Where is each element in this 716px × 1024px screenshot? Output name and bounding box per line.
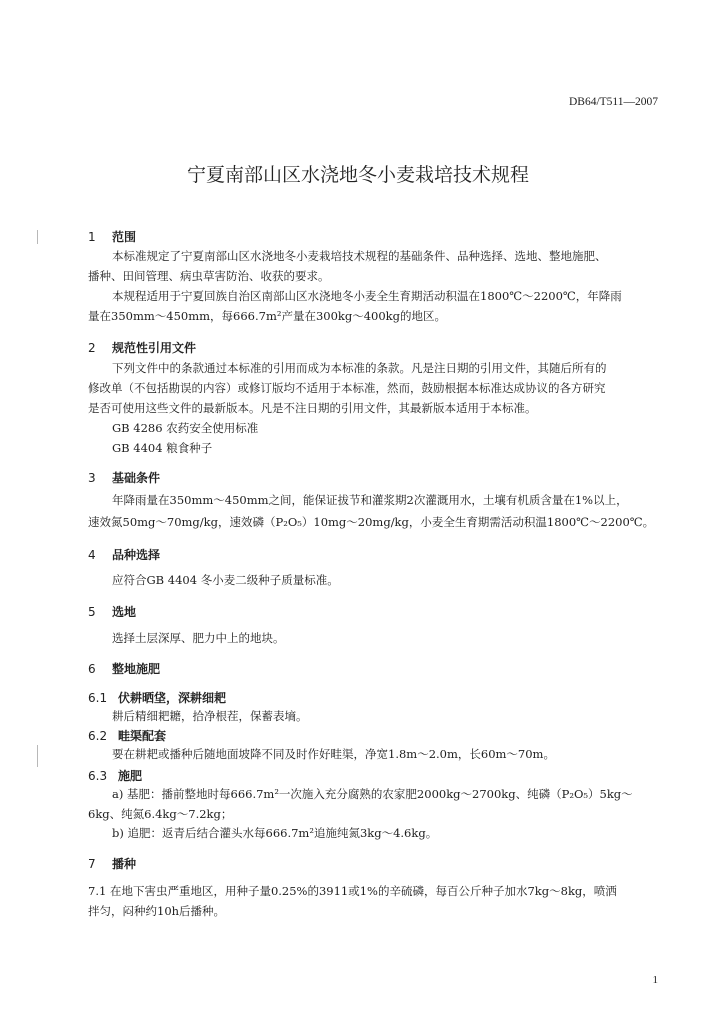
subsection-number: 6.1 — [88, 691, 108, 705]
list-item: b) 追肥：返青后结合灌头水每666.7m²追施纯氮3kg～4.6kg。 — [112, 826, 438, 840]
paragraph-line: 下列文件中的条款通过本标准的引用而成为本标准的条款。凡是注日期的引用文件，其随后所有的 — [112, 361, 607, 375]
section-heading-2 — [88, 339, 196, 356]
paragraph-line: 应符合GB 4404 冬小麦二级种子质量标准。 — [112, 573, 339, 587]
subsection-heading-6-2 — [88, 727, 166, 744]
section-number: 6 — [88, 662, 96, 676]
section-number: 7 — [88, 857, 96, 871]
page-number: 1 — [652, 974, 658, 986]
paragraph-line: 选择土层深厚、肥力中上的地块。 — [112, 631, 285, 645]
section-title: 范围 — [112, 230, 137, 244]
section-title: 基础条件 — [112, 471, 161, 485]
paragraph-line: 本标准规定了宁夏南部山区水浇地冬小麦栽培技术规程的基础条件、品种选择、选地、整地施肥、 — [112, 249, 607, 263]
subsection-heading-6-3 — [88, 767, 142, 784]
section-number: 5 — [88, 605, 96, 619]
paragraph-line: 拌匀，闷种约10h后播种。 — [88, 904, 226, 918]
subsection-number: 6.2 — [88, 729, 108, 743]
section-number: 2 — [88, 341, 96, 355]
paragraph-line: 年降雨量在350mm～450mm之间，能保证拔节和灌浆期2次灌溉用水，土壤有机质含量在1%以上， — [112, 493, 628, 507]
paragraph-line: 播种、田间管理、病虫草害防治、收获的要求。 — [88, 269, 330, 283]
section-title: 品种选择 — [112, 548, 161, 562]
scan-mark — [37, 230, 38, 244]
paragraph-line: 量在350mm～450mm，每666.7m²产量在300kg～400kg的地区。 — [88, 309, 447, 323]
paragraph-line: 6kg、纯氮6.4kg～7.2kg； — [88, 807, 233, 821]
scan-mark — [37, 745, 38, 767]
subsection-title: 畦渠配套 — [118, 729, 167, 743]
section-heading-6 — [88, 660, 160, 677]
subsection-title: 伏耕晒垡，深耕细耙 — [118, 691, 227, 705]
paragraph-line: 是否可使用这些文件的最新版本。凡是不注日期的引用文件，其最新版本适用于本标准。 — [88, 401, 537, 415]
paragraph-line: 修改单（不包括勘误的内容）或修订版均不适用于本标准，然而，鼓励根据本标准达成协议的各方研究 — [88, 381, 606, 395]
paragraph-line: 速效氮50mg～70mg/kg，速效磷（P₂O₅）10mg～20mg/kg，小麦全生育期需活动积温1800℃～2200℃。 — [88, 515, 655, 529]
paragraph-line: 7.1 在地下害虫严重地区，用种子量0.25%的3911或1%的辛硫磷，每百公斤种子加水7kg～8kg，喷洒 — [88, 884, 617, 898]
document-number: DB64/T511—2007 — [568, 96, 658, 108]
section-heading-5 — [88, 603, 136, 620]
section-title: 播种 — [112, 857, 137, 871]
paragraph-line: 要在耕耙或播种后随地面坡降不同及时作好畦渠，净宽1.8m～2.0m，长60m～70m。 — [112, 747, 555, 761]
reference-item: GB 4286 农药安全使用标准 — [112, 421, 259, 435]
subsection-title: 施肥 — [118, 769, 143, 783]
subsection-heading-6-1 — [88, 689, 226, 706]
section-heading-4 — [88, 546, 160, 563]
list-item: a) 基肥：播前整地时每666.7m²一次施入充分腐熟的农家肥2000kg～2700kg、纯磷（P₂O₅）5kg～ — [112, 787, 633, 801]
section-heading-1 — [88, 228, 136, 245]
section-heading-3 — [88, 469, 160, 486]
subsection-number: 6.3 — [88, 769, 108, 783]
section-title: 选地 — [112, 605, 137, 619]
section-number: 4 — [88, 548, 96, 562]
section-title: 规范性引用文件 — [112, 341, 197, 355]
paragraph-line: 耕后精细耙耱，拾净根茬，保蓄表墒。 — [112, 709, 308, 723]
section-title: 整地施肥 — [112, 662, 161, 676]
section-heading-7 — [88, 855, 136, 872]
page-title: 宁夏南部山区水浇地冬小麦栽培技术规程 — [186, 164, 529, 186]
section-number: 3 — [88, 471, 96, 485]
reference-item: GB 4404 粮食种子 — [112, 441, 213, 455]
section-number: 1 — [88, 230, 96, 244]
paragraph-line: 本规程适用于宁夏回族自治区南部山区水浇地冬小麦全生育期活动积温在1800℃～2200℃，年降雨 — [112, 289, 622, 303]
